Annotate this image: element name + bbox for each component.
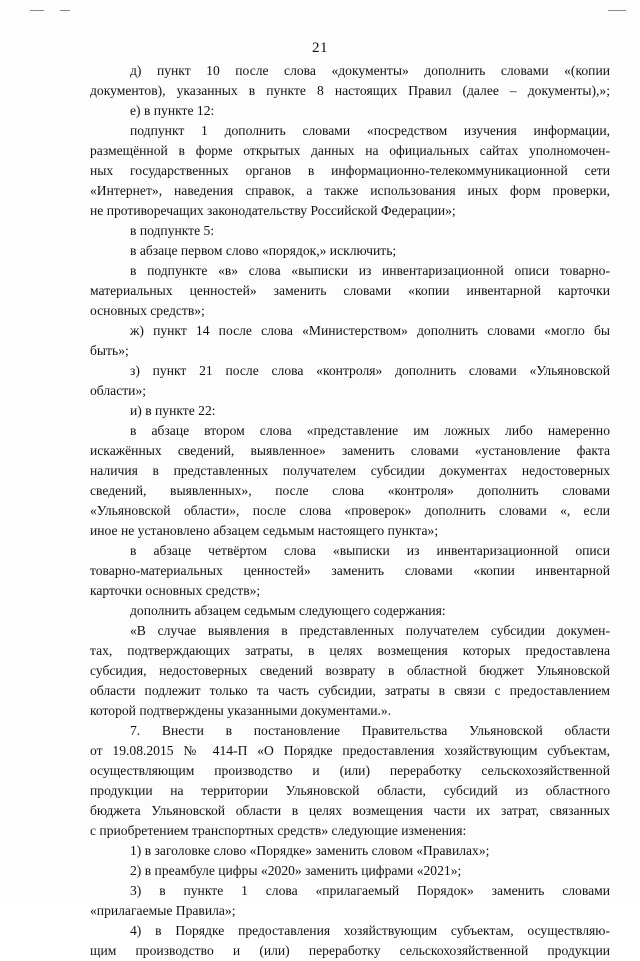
text-line: продукции на территории Ульяновской области, субсидий из областного [90,783,610,798]
text-line: области»; [90,383,147,398]
text-line: 2) в преамбуле цифры «2020» заменить цифрами «2021»; [130,863,462,878]
text-line: искажённых сведений, выявленное» заменить словами «установление факта [90,443,610,458]
text-line: «Интернет», наведения справок, а также использования иных форм проверки, [90,183,610,198]
scan-artifact [60,10,70,11]
text-line: от 19.08.2015 № 414-П «О Порядке предоставления хозяйствующим субъектам, [90,743,610,758]
text-line: д) пункт 10 после слова «документы» дополнить словами «(копии [130,63,610,78]
text-line: з) пункт 21 после слова «контроля» дополнить словами «Ульяновской [130,363,610,378]
text-line: 3) в пункте 1 слова «прилагаемый Порядок» заменить словами [130,883,610,898]
document-body [90,61,610,961]
text-line: основных средств»; [90,303,205,318]
text-line: иное не установлено абзацем седьмым настоящего пункта»; [90,523,439,538]
text-line: «прилагаемые Правила»; [90,903,236,918]
text-line: ж) пункт 14 после слова «Министерством» дополнить словами «могло бы [130,323,610,338]
text-line: осуществляющим производство и (или) переработку сельскохозяйственной [90,763,610,778]
text-line: материальных ценностей» заменить словами «копии инвентарной карточки [90,283,610,298]
text-line: не противоречащих законодательству Российской Федерации»; [90,203,456,218]
text-line: документов), указанных в пункте 8 настоящих Правил (далее – документы),»; [90,83,610,98]
text-line: «Ульяновской области», после слова «проверок» дополнить словами «, если [90,503,610,518]
text-line: в абзаце первом слово «порядок,» исключить; [130,243,397,258]
page-number: 21 [312,40,328,56]
text-line: ных государственных органов в информационно-телекоммуникационной сети [90,163,610,178]
text-line: в подпункте «в» слова «выписки из инвентаризационной описи товарно- [130,263,610,278]
text-line: сведений, выявленных», после слова «контроля» дополнить словами [90,483,610,498]
text-line: е) в пункте 12: [130,103,215,118]
text-line: с приобретением транспортных средств» следующие изменения: [90,823,467,838]
text-line: в абзаце четвёртом слова «выписки из инвентаризационной описи [130,543,610,558]
text-line: карточки основных средств»; [90,583,261,598]
text-line: дополнить абзацем седьмым следующего содержания: [130,603,446,618]
text-line: подпункт 1 дополнить словами «посредством изучения информации, [130,123,610,138]
text-line: в подпункте 5: [130,223,215,238]
text-line: щим производство и (или) переработку сельскохозяйственной продукции [90,943,610,958]
text-line: наличия в представленных получателем субсидии документах недостоверных [90,463,610,478]
text-line: размещённой в форме открытых данных на официальных сайтах уполномочен- [90,143,610,158]
text-line: и) в пункте 22: [130,403,216,418]
scan-artifact [608,10,626,11]
text-line: тах, подтверждающих затраты, в целях возмещения которых предоставлена [90,643,610,658]
text-line: 4) в Порядке предоставления хозяйствующим субъектам, осуществляю- [130,923,610,938]
text-line: «В случае выявления в представленных получателем субсидии докумен- [130,623,610,638]
text-line: области подлежит только та часть субсидии, затраты в связи с предоставлением [90,683,610,698]
text-line: которой подтверждены указанными документами.». [90,703,392,718]
text-line: быть»; [90,343,129,358]
text-line: субсидия, недостоверных сведений возврату в областной бюджет Ульяновской [90,663,610,678]
text-line: 1) в заголовке слово «Порядке» заменить словом «Правилах»; [130,843,490,858]
text-line: товарно-материальных ценностей» заменить словами «копии инвентарной [90,563,610,578]
scan-artifact [30,10,44,11]
text-line: бюджета Ульяновской области в целях возмещения части их затрат, связанных [90,803,610,818]
text-line: в абзаце втором слова «представление им ложных либо намеренно [130,423,610,438]
text-line: 7. Внести в постановление Правительства Ульяновской области [130,723,610,738]
